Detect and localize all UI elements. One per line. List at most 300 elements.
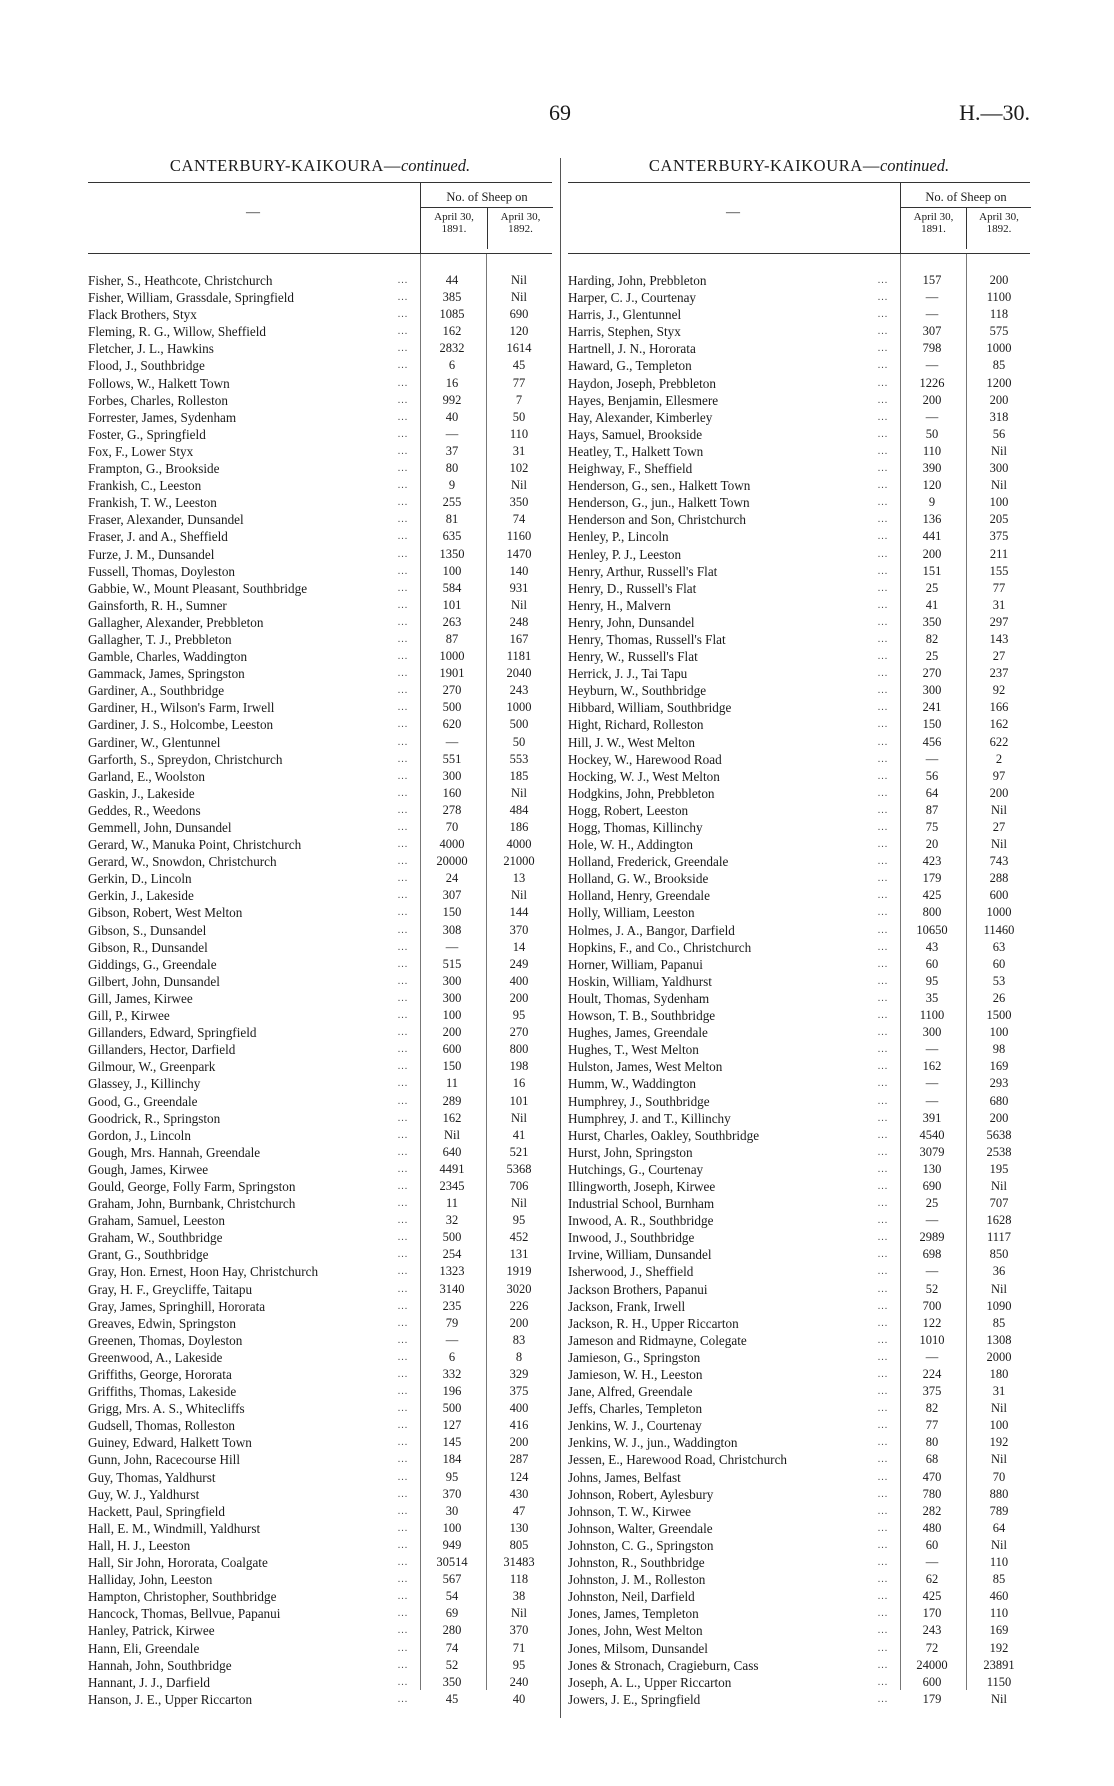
owner-name: Henry, H., Malvern	[568, 597, 671, 613]
sheep-1891: 515	[442, 956, 462, 971]
table-row	[88, 870, 552, 887]
sheep-1892: 95	[512, 1008, 526, 1023]
table-row	[568, 1058, 1030, 1075]
sheep-1892: 23891	[983, 1657, 1015, 1672]
sheep-1891: 992	[442, 392, 462, 407]
leader-dots: ...	[877, 1574, 889, 1586]
leader-dots: ...	[877, 445, 889, 457]
sheep-1891: 235	[442, 1298, 462, 1313]
sheep-1892: 318	[989, 409, 1009, 424]
sheep-1891: 79	[445, 1315, 459, 1330]
owner-name: Hanson, J. E., Upper Riccarton	[88, 1691, 253, 1707]
sheep-1892: 83	[512, 1332, 526, 1347]
sheep-1891: 370	[442, 1486, 462, 1501]
owner-name: Flood, J., Southbridge	[88, 358, 205, 374]
table-row	[88, 887, 552, 904]
right-table-header	[568, 182, 1030, 254]
owner-name: Fisher, S., Heathcote, Christchurch	[88, 273, 273, 288]
leader-dots: ...	[397, 1574, 409, 1586]
sheep-1892: 11460	[983, 922, 1015, 937]
sheep-1891: 145	[442, 1435, 462, 1450]
table-row	[568, 1212, 1030, 1229]
sheep-1892: 185	[509, 768, 529, 783]
sheep-1892: 270	[509, 1025, 529, 1040]
sheep-1891: 6	[448, 1349, 456, 1364]
sheep-1892: Nil	[991, 1401, 1007, 1416]
sheep-1891: 1010	[919, 1332, 945, 1347]
sheep-1892: 27	[992, 820, 1006, 834]
sheep-1891: 162	[922, 1059, 942, 1074]
sheep-1892: 167	[509, 631, 529, 646]
sheep-1891: 72	[925, 1640, 939, 1655]
sheep-1891: 160	[442, 785, 462, 800]
table-row	[568, 1110, 1030, 1127]
leader-dots: ...	[877, 1215, 889, 1227]
left-header-1891-date: April 30,	[434, 211, 474, 223]
table-row	[568, 477, 1030, 494]
sheep-1891: 62	[925, 1572, 939, 1587]
sheep-1891: 24000	[916, 1657, 948, 1672]
sheep-1892: 805	[509, 1537, 529, 1552]
sheep-1891: 81	[445, 512, 459, 527]
sheep-1892: 931	[509, 580, 529, 595]
sheep-1891: 690	[922, 1178, 942, 1193]
table-row	[88, 1691, 552, 1708]
owner-name: Hall, H. J., Leeston	[88, 1537, 191, 1553]
table-row	[568, 1161, 1030, 1178]
sheep-1892: 63	[992, 939, 1006, 954]
table-row	[568, 306, 1030, 323]
sheep-1892: 27	[992, 649, 1006, 664]
sheep-1891: 4000	[439, 837, 465, 852]
sheep-1892: 92	[992, 683, 1006, 698]
table-row	[568, 682, 1030, 699]
leader-dots: ...	[397, 753, 409, 765]
leader-dots: ...	[397, 787, 409, 799]
leader-dots: ...	[397, 1625, 409, 1637]
table-row	[88, 1229, 552, 1246]
table-row	[88, 802, 552, 819]
left-table-header	[88, 182, 552, 254]
sheep-1891: 20000	[436, 854, 468, 869]
table-row	[88, 1469, 552, 1486]
sheep-1891: 4491	[439, 1161, 465, 1176]
sheep-1892: 8	[515, 1349, 523, 1364]
sheep-1892: 38	[512, 1589, 526, 1604]
table-row	[568, 546, 1030, 563]
table-row	[568, 751, 1030, 768]
leader-dots: ...	[397, 377, 409, 389]
sheep-1892: 706	[509, 1178, 529, 1193]
sheep-1892: 31	[992, 1384, 1006, 1399]
table-row	[568, 511, 1030, 528]
sheep-1892: Nil	[511, 290, 527, 305]
sheep-1891: 162	[442, 324, 462, 339]
leader-dots: ...	[397, 599, 409, 611]
sheep-1891: —	[445, 734, 459, 749]
sheep-1892: 71	[512, 1640, 526, 1655]
sheep-1891: 308	[442, 922, 462, 937]
sheep-1892: 98	[992, 1042, 1006, 1057]
table-row	[88, 426, 552, 443]
leader-dots: ...	[877, 1146, 889, 1158]
sheep-1892: 690	[509, 307, 529, 322]
sheep-1891: 87	[925, 802, 939, 817]
sheep-1891: 64	[925, 785, 939, 800]
sheep-1892: 200	[509, 1435, 529, 1450]
sheep-1891: 200	[922, 546, 942, 561]
leader-dots: ...	[397, 1095, 409, 1107]
owner-name: Henderson, G., jun., Halkett Town	[568, 495, 750, 511]
table-row	[88, 409, 552, 426]
owner-name: Jamieson, W. H., Leeston	[568, 1367, 703, 1382]
sheep-1891: 798	[922, 341, 942, 356]
sheep-1892: 60	[992, 956, 1006, 971]
owner-name: Hurst, Charles, Oakley, Southbridge	[568, 1127, 760, 1143]
leader-dots: ...	[877, 531, 889, 543]
leader-dots: ...	[877, 1027, 889, 1039]
owner-name: Hartnell, J. N., Hororata	[568, 341, 696, 357]
owner-name: Hoskin, William, Yaldhurst	[568, 973, 712, 989]
sheep-1891: 300	[442, 973, 462, 988]
leader-dots: ...	[397, 1693, 409, 1705]
leader-dots: ...	[877, 326, 889, 338]
sheep-1892: 350	[509, 495, 529, 510]
right-header-1892	[966, 207, 1031, 249]
table-row	[88, 460, 552, 477]
table-row	[88, 289, 552, 306]
owner-name: Jackson, Frank, Irwell	[568, 1298, 686, 1314]
sheep-1891: 270	[442, 683, 462, 698]
leader-dots: ...	[877, 958, 889, 970]
sheep-1891: 95	[445, 1469, 459, 1484]
owner-name: Henderson, G., sen., Halkett Town	[568, 478, 751, 494]
table-row	[88, 1315, 552, 1332]
owner-name: Hutchings, G., Courtenay	[568, 1161, 704, 1177]
owner-name: Heatley, T., Halkett Town	[568, 443, 704, 459]
table-row	[568, 563, 1030, 580]
left-group-title: No. of Sheep on	[421, 187, 553, 208]
sheep-1892: 416	[509, 1418, 529, 1433]
right-sheep-group-header	[900, 183, 1031, 253]
sheep-1892: 880	[989, 1486, 1009, 1501]
sheep-1891: 1100	[919, 1008, 945, 1023]
owner-name: Holland, Henry, Greendale	[568, 888, 710, 904]
sheep-1891: 162	[442, 1110, 462, 1125]
table-row	[88, 768, 552, 785]
owner-name: Gillanders, Hector, Darfield	[88, 1042, 236, 1058]
table-row	[88, 699, 552, 716]
owner-name: Gill, P., Kirwee	[88, 1008, 170, 1024]
table-row	[88, 973, 552, 990]
sheep-1892: 2538	[986, 1144, 1012, 1159]
sheep-1891: 9	[928, 495, 936, 510]
table-row	[88, 1110, 552, 1127]
sheep-1892: 4000	[506, 837, 532, 852]
leader-dots: ...	[397, 1249, 409, 1261]
sheep-1892: 707	[989, 1196, 1009, 1211]
owner-name: Graham, John, Burnbank, Christchurch	[88, 1196, 296, 1212]
sheep-1892: Nil	[991, 1452, 1007, 1467]
sheep-1891: 150	[442, 1059, 462, 1074]
owner-name: Hockey, W., Harewood Road	[568, 751, 722, 767]
owner-name: Jane, Alfred, Greendale	[568, 1384, 693, 1400]
sheep-1891: 68	[925, 1452, 939, 1467]
table-row	[88, 597, 552, 614]
sheep-1891: 100	[442, 563, 462, 578]
leader-dots: ...	[397, 873, 409, 885]
table-row	[88, 1144, 552, 1161]
table-row	[568, 460, 1030, 477]
sheep-1891: 500	[442, 700, 462, 715]
leader-dots: ...	[397, 1351, 409, 1363]
sheep-1892: Nil	[991, 802, 1007, 817]
sheep-1891: 300	[922, 683, 942, 698]
owner-name: Hughes, James, Greendale	[568, 1025, 708, 1041]
owner-name: Gibson, R., Dunsandel	[88, 939, 208, 955]
owner-name: Horner, William, Papanui	[568, 956, 703, 972]
owner-name: Hulston, James, West Melton	[568, 1059, 723, 1075]
leader-dots: ...	[877, 1505, 889, 1517]
sheep-1891: 1226	[919, 375, 945, 390]
sheep-1892: 144	[509, 905, 529, 920]
owner-name: Hays, Samuel, Brookside	[568, 426, 703, 442]
owner-name: Hampton, Christopher, Southbridge	[88, 1589, 277, 1605]
table-row	[568, 1640, 1030, 1657]
sheep-1891: 300	[442, 768, 462, 783]
sheep-1892: 130	[509, 1520, 529, 1535]
owner-name: Hughes, T., West Melton	[568, 1042, 699, 1058]
sheep-1892: 226	[509, 1298, 529, 1313]
sheep-1892: Nil	[991, 443, 1007, 458]
owner-name: Jenkins, W. J., jun., Waddington	[568, 1435, 738, 1451]
leader-dots: ...	[397, 1522, 409, 1534]
sheep-1891: 50	[925, 426, 939, 441]
sheep-1891: 263	[442, 614, 462, 629]
leader-dots: ...	[877, 463, 889, 475]
sheep-1892: 2040	[506, 666, 532, 681]
sheep-1891: 640	[442, 1144, 462, 1159]
table-row	[88, 1349, 552, 1366]
leader-dots: ...	[877, 1129, 889, 1141]
table-row	[88, 511, 552, 528]
owner-name: Gardiner, J. S., Holcombe, Leeston	[88, 717, 274, 733]
table-row	[88, 904, 552, 921]
leader-dots: ...	[397, 1334, 409, 1346]
owner-name: Johnston, C. G., Springston	[568, 1537, 714, 1553]
owner-name: Graham, W., Southbridge	[88, 1230, 223, 1246]
right-title-continued: continued.	[879, 156, 950, 175]
leader-dots: ...	[397, 924, 409, 936]
leader-dots: ...	[877, 1180, 889, 1192]
leader-dots: ...	[397, 1659, 409, 1671]
owner-name: Gerkin, J., Lakeside	[88, 888, 194, 904]
sheep-1891: 243	[922, 1623, 942, 1638]
sheep-1892: Nil	[511, 888, 527, 903]
sheep-1892: 162	[989, 717, 1009, 732]
owner-name: Gardiner, A., Southbridge	[88, 683, 225, 699]
leader-dots: ...	[877, 1539, 889, 1551]
sheep-1892: 110	[989, 1606, 1009, 1621]
leader-dots: ...	[397, 770, 409, 782]
right-column	[568, 156, 1030, 1708]
sheep-1892: 95	[512, 1657, 526, 1672]
table-row	[568, 340, 1030, 357]
owner-name: Fisher, William, Grassdale, Springfield	[88, 290, 295, 306]
owner-name: Frankish, T. W., Leeston	[88, 495, 217, 511]
sheep-1892: 64	[992, 1520, 1006, 1535]
leader-dots: ...	[397, 856, 409, 868]
owner-name: Gainsforth, R. H., Sumner	[88, 597, 227, 613]
leader-dots: ...	[397, 1078, 409, 1090]
table-row	[88, 734, 552, 751]
table-row	[568, 272, 1030, 289]
sheep-1891: 130	[922, 1161, 942, 1176]
table-row	[568, 1451, 1030, 1468]
owner-name: Hole, W. H., Addington	[568, 837, 693, 853]
sheep-1892: 186	[509, 820, 529, 834]
table-row	[568, 1486, 1030, 1503]
leader-dots: ...	[397, 275, 409, 286]
owner-name: Hannah, John, Southbridge	[88, 1657, 232, 1673]
leader-dots: ...	[877, 1591, 889, 1603]
leader-dots: ...	[397, 616, 409, 628]
table-row	[568, 323, 1030, 340]
sheep-1891: 620	[442, 717, 462, 732]
owner-name: Geddes, R., Weedons	[88, 802, 201, 818]
leader-dots: ...	[877, 1249, 889, 1261]
sheep-1892: 375	[989, 529, 1009, 544]
right-column-title	[568, 156, 1030, 182]
table-row	[88, 1212, 552, 1229]
sheep-1891: 122	[922, 1315, 942, 1330]
leader-dots: ...	[877, 770, 889, 782]
table-row	[568, 1075, 1030, 1092]
leader-dots: ...	[877, 1659, 889, 1671]
leader-dots: ...	[877, 1351, 889, 1363]
sheep-1891: 289	[442, 1093, 462, 1108]
table-row	[88, 836, 552, 853]
owner-name: Hanley, Patrick, Kirwee	[88, 1623, 215, 1639]
leader-dots: ...	[877, 428, 889, 440]
table-row	[568, 648, 1030, 665]
sheep-1892: 370	[509, 922, 529, 937]
leader-dots: ...	[877, 1625, 889, 1637]
right-header-1891-date: April 30,	[913, 211, 954, 223]
sheep-1892: 329	[509, 1367, 529, 1381]
left-table-body	[88, 272, 552, 1708]
table-row	[568, 1178, 1030, 1195]
leader-dots: ...	[397, 822, 409, 833]
sheep-1892: 5638	[986, 1127, 1012, 1142]
table-row	[88, 1195, 552, 1212]
table-row	[568, 836, 1030, 853]
leader-dots: ...	[397, 326, 409, 338]
table-row	[568, 1622, 1030, 1639]
table-row	[568, 1349, 1030, 1366]
leader-dots: ...	[877, 804, 889, 816]
leader-dots: ...	[877, 736, 889, 748]
sheep-1891: 456	[922, 734, 942, 749]
leader-dots: ...	[397, 685, 409, 697]
table-row	[88, 1674, 552, 1691]
sheep-1891: 25	[925, 580, 939, 595]
sheep-1891: 40	[445, 409, 459, 424]
sheep-1891: 52	[445, 1657, 459, 1672]
column-rule	[420, 254, 421, 1690]
sheep-1891: 600	[922, 1674, 942, 1689]
table-row	[88, 1622, 552, 1639]
table-row	[568, 1332, 1030, 1349]
table-row	[568, 614, 1030, 631]
sheep-1891: 82	[925, 1401, 939, 1416]
owner-name: Hocking, W. J., West Melton	[568, 768, 720, 784]
sheep-1891: 375	[922, 1384, 942, 1399]
owner-name: Giddings, G., Greendale	[88, 956, 217, 972]
sheep-1891: 100	[442, 1008, 462, 1023]
leader-dots: ...	[877, 822, 889, 833]
sheep-1891: 200	[922, 392, 942, 407]
leader-dots: ...	[397, 1112, 409, 1124]
owner-name: Humm, W., Waddington	[568, 1076, 697, 1092]
sheep-1892: 110	[989, 1555, 1009, 1570]
table-row	[568, 1041, 1030, 1058]
sheep-1892: 1000	[506, 700, 532, 715]
table-row	[88, 1383, 552, 1400]
sheep-1891: 2832	[439, 341, 465, 356]
right-header-1892-date: April 30,	[979, 211, 1019, 223]
owner-name: Gunn, John, Racecourse Hill	[88, 1452, 240, 1468]
sheep-1892: 169	[989, 1623, 1009, 1638]
table-row	[568, 956, 1030, 973]
owner-name: Johnston, J. M., Rolleston	[568, 1572, 706, 1588]
table-row	[88, 1571, 552, 1588]
leader-dots: ...	[397, 651, 409, 663]
sheep-1892: 100	[989, 1025, 1009, 1040]
sheep-1891: 52	[925, 1281, 939, 1296]
sheep-1892: 287	[509, 1452, 529, 1467]
leader-dots: ...	[397, 975, 409, 987]
table-row	[568, 734, 1030, 751]
table-row	[568, 1588, 1030, 1605]
table-row	[568, 392, 1030, 409]
owner-name: Gabbie, W., Mount Pleasant, Southbridge	[88, 580, 308, 596]
sheep-1891: —	[925, 358, 939, 373]
sheep-1891: 45	[445, 1691, 459, 1706]
table-row	[88, 323, 552, 340]
table-row	[88, 392, 552, 409]
sheep-1891: —	[925, 307, 939, 322]
leader-dots: ...	[877, 343, 889, 355]
table-row	[568, 716, 1030, 733]
sheep-1892: Nil	[991, 837, 1007, 852]
leader-dots: ...	[397, 480, 409, 492]
owner-name: Greaves, Edwin, Springston	[88, 1315, 236, 1331]
owner-name: Hogg, Robert, Leeston	[568, 802, 689, 818]
sheep-1891: 307	[922, 324, 942, 339]
left-name-column-header: —	[246, 205, 260, 220]
sheep-1892: 50	[512, 409, 526, 424]
sheep-1892: 1090	[986, 1298, 1012, 1313]
table-row	[88, 1486, 552, 1503]
sheep-1891: 391	[922, 1110, 942, 1125]
owner-name: Hay, Alexander, Kimberley	[568, 409, 713, 425]
sheep-1892: 118	[509, 1572, 529, 1587]
sheep-1892: Nil	[511, 785, 527, 800]
owner-name: Gammack, James, Springston	[88, 666, 245, 682]
left-header-1892	[487, 207, 553, 249]
owner-name: Gardiner, W., Glentunnel	[88, 734, 221, 750]
